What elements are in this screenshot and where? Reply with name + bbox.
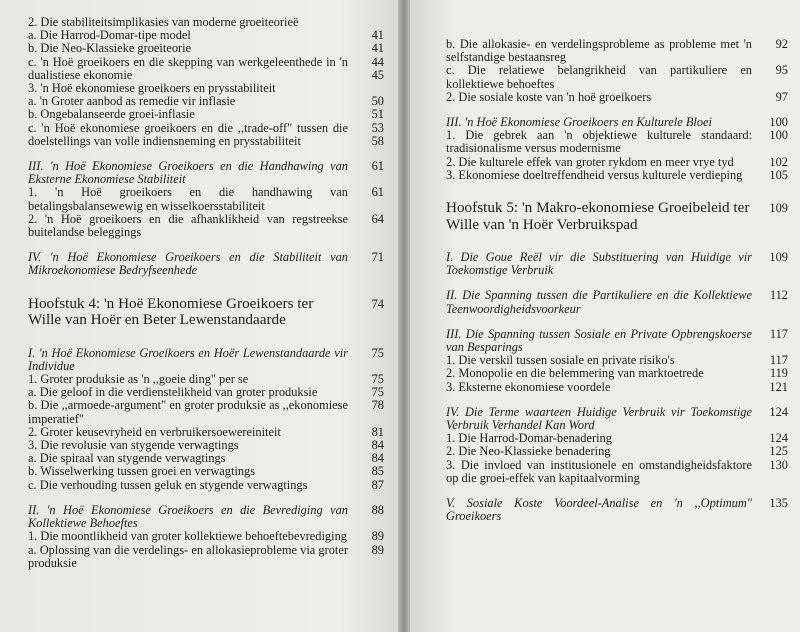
book-gutter	[398, 0, 410, 632]
chapter-heading	[446, 200, 788, 233]
page-number: 95	[775, 63, 788, 78]
page-number: 84	[371, 451, 384, 466]
section-heading	[28, 347, 384, 373]
page-number: 109	[769, 250, 788, 265]
toc-entry	[446, 91, 788, 104]
entry-title: III. 'n Hoë Ekonomiese Groeikoers en Kulturele Bloei	[446, 115, 712, 130]
spacer	[28, 278, 384, 296]
spacer	[446, 233, 788, 251]
page-number: 97	[775, 89, 788, 104]
toc-entry	[28, 544, 384, 570]
left-page	[0, 0, 398, 632]
entry-title: Hoofstuk 5: 'n Makro-ekonomiese Groeibeleid ter Wille van 'n Hoër Verbruikspad	[446, 199, 750, 233]
entry-title: 3. Ekonomiese doeltreffendheid versus kulturele verdieping	[446, 167, 743, 182]
page-number: 71	[371, 250, 384, 265]
entry-title: 2. Die kulturele effek van groter rykdom en meer vrye tyd	[446, 154, 734, 169]
entry-title: b. Die ,,armoede-argument" en groter produksie as ,,ekonomiese imperatief"	[28, 398, 348, 426]
entry-title: 3. Eksterne ekonomiese voordele	[446, 379, 611, 394]
page-number: 89	[371, 542, 384, 557]
toc-entry	[28, 465, 384, 478]
page-number: 61	[371, 185, 384, 200]
entry-title: 2. Monopolie en die belemmering van marktoetrede	[446, 366, 704, 381]
entry-title: V. Sosiale Koste Voordeel-Analise en 'n ,,Optimum" Groeikoers	[446, 496, 752, 524]
toc-entry	[28, 122, 384, 148]
toc-entry	[28, 399, 384, 425]
toc-entry	[28, 186, 384, 212]
toc-entry	[446, 381, 788, 394]
page-number: 100	[769, 128, 788, 143]
page-number: 88	[371, 502, 384, 517]
entry-title: a. Die geloof in die verdienstelikheid van groter produksie	[28, 385, 318, 400]
entry-title: c. 'n Hoë ekonomiese groeikoers en die ,,trade-off" tussen die doelstellings van volle indiensneming en prysstabiliteit	[28, 120, 348, 148]
entry-title: II. 'n Hoë Ekonomiese Groeikoers en die Bevrediging van Kollektiewe Behoeftes	[28, 502, 348, 531]
page-number: 130	[769, 457, 788, 472]
page-number: 78	[371, 398, 384, 413]
page-number: 81	[371, 424, 384, 439]
toc-entry	[28, 479, 384, 492]
toc-entry	[446, 367, 788, 380]
chapter-heading	[28, 296, 384, 329]
entry-title: 3. 'n Hoë ekonomiese groeikoers en prysstabiliteit	[28, 81, 276, 96]
entry-title: b. Ongebalanseerde groei-inflasie	[28, 107, 195, 122]
section-heading	[28, 504, 384, 530]
page-number: 87	[371, 477, 384, 492]
toc-entry	[446, 156, 788, 169]
page-number: 85	[371, 464, 384, 479]
section-heading	[446, 406, 788, 432]
entry-title: b. Wisselwerking tussen groei en verwagtings	[28, 464, 256, 479]
section-heading	[446, 289, 788, 315]
page-number: 109	[769, 201, 788, 216]
section-heading	[28, 251, 384, 277]
entry-title: c. Die verhouding tussen geluk en stygende verwagtings	[28, 477, 308, 492]
entry-title: 2. Die stabiliteitsimplikasies van moderne groeiteorieë	[28, 15, 299, 29]
toc-entry	[446, 169, 788, 182]
toc-entry	[28, 42, 384, 55]
entry-title: a. 'n Groter aanbod as remedie vir inflasie	[28, 94, 236, 109]
toc-entry	[446, 64, 788, 90]
page-number: 75	[371, 385, 384, 400]
page-number: 100	[769, 115, 788, 130]
section-heading	[446, 251, 788, 277]
entry-title: 1. Die gebrek aan 'n objektiewe kulturele standaard: tradisionalisme versus modernisme	[446, 128, 752, 156]
toc-entry	[446, 38, 788, 64]
page-number: 117	[769, 326, 788, 341]
entry-title: 3. Die invloed van institusionele en omstandigheidsfaktore op die groei-effek van kapitaalvorming	[446, 457, 752, 485]
entry-title: II. Die Spanning tussen die Partikuliere en die Kollektiewe Teenwoordigheidsvoorkeur	[446, 288, 752, 316]
page-number: 75	[371, 345, 384, 360]
entry-title: c. 'n Hoë groeikoers en die skepping van werkgeleenthede in 'n dualistiese ekonomie	[28, 54, 348, 82]
entry-title: 2. Die sosiale koste van 'n hoë groeikoers	[446, 89, 652, 104]
entry-title: Hoofstuk 4: 'n Hoë Ekonomiese Groeikoers ter Wille van Hoër en Beter Lewenstandaarde	[28, 294, 314, 329]
toc-entry	[28, 530, 384, 543]
entry-title: 1. Die verskil tussen sosiale en private risiko's	[446, 353, 675, 368]
page-number: 64	[371, 211, 384, 226]
entry-title: c. Die relatiewe belangrikheid van partikuliere en kollektiewe behoeftes	[446, 63, 752, 91]
entry-title: 1. Die moontlikheid van groter kollektiewe behoeftebevrediging	[28, 529, 347, 544]
toc-entry	[28, 108, 384, 121]
page-number: 105	[769, 167, 788, 182]
entry-title: I. 'n Hoë Ekonomiese Groeikoers en Hoër Lewenstandaarde vir Individue	[28, 345, 348, 373]
entry-title: I. Die Goue Reël vir die Substituering van Huidige vir Toekomstige Verbruik	[446, 250, 752, 278]
right-page	[410, 0, 800, 632]
entry-title: 1. Groter produksie as 'n ,,goeie ding" per se	[28, 372, 249, 387]
entry-title: a. Die spiraal van stygende verwagtings	[28, 451, 226, 466]
entry-title: 1. Die Harrod-Domar-benadering	[446, 431, 612, 446]
page-number: 124	[769, 404, 788, 419]
page-number: 117	[769, 353, 788, 368]
page-number: 53 58	[371, 120, 384, 148]
entry-title: IV. 'n Hoë Ekonomiese Groeikoers en die Stabiliteit van Mikroekonomiese Bedryfseenhede	[28, 250, 348, 278]
page-number: 74	[371, 296, 384, 311]
page-number: 61	[371, 159, 384, 174]
entry-title: 2. Die Neo-Klassieke benadering	[446, 444, 611, 459]
page-number: 75	[371, 372, 384, 387]
entry-title: b. Die Neo-Klassieke groeiteorie	[28, 41, 192, 56]
spacer	[28, 329, 384, 347]
page-number: 50	[371, 94, 384, 109]
entry-title: 1. 'n Hoë groeikoers en die handhawing van betalingsbalansewewig en wisselkoersstabiliteit	[28, 185, 348, 213]
page-number: 51	[371, 107, 384, 122]
page-number: 44 45	[371, 54, 384, 82]
page-number: 84	[371, 438, 384, 453]
entry-title: III. 'n Hoë Ekonomiese Groeikoers en die Handhawing van Eksterne Ekonomiese Stabiliteit	[28, 159, 348, 187]
spacer	[446, 182, 788, 200]
entry-title: 2. 'n Hoë groeikoers en die afhanklikheid van regstreekse buitelandse beleggings	[28, 211, 348, 240]
section-heading	[446, 328, 788, 354]
section-heading	[28, 160, 384, 186]
section-heading	[446, 497, 788, 523]
toc-entry	[446, 445, 788, 458]
page-number: 125	[769, 444, 788, 459]
toc-entry	[28, 213, 384, 239]
entry-title: 3. Die revolusie van stygende verwagtings	[28, 438, 239, 453]
entry-title: III. Die Spanning tussen Sosiale en Private Opbrengskoerse van Besparings	[446, 326, 752, 355]
page-number: 135	[769, 496, 788, 511]
entry-title: 2. Groter keusevryheid en verbruikersoewereiniteit	[28, 424, 281, 439]
page-number: 89	[371, 529, 384, 544]
toc-entry	[446, 129, 788, 155]
entry-title: b. Die allokasie- en verdelingsprobleme as probleme met 'n selfstandige bestaansreg	[446, 37, 752, 65]
page-number: 41	[371, 28, 384, 43]
page-number: 121	[769, 379, 788, 394]
toc-entry	[28, 56, 384, 82]
page-number: 41	[371, 41, 384, 56]
toc-entry	[446, 459, 788, 485]
page-number: 119	[769, 366, 788, 381]
page-number: 92	[775, 37, 788, 51]
page-number: 102	[769, 154, 788, 169]
page-number: 112	[769, 288, 788, 303]
entry-title: a. Die Harrod-Domar-tipe model	[28, 28, 191, 43]
entry-title: IV. Die Terme waarteen Huidige Verbruik vir Toekomstige Verbruik Verhandel Kan Word	[446, 404, 752, 433]
entry-title: a. Oplossing van die verdelings- en allokasieprobleme via groter produksie	[28, 542, 348, 570]
page-number: 124	[769, 431, 788, 446]
